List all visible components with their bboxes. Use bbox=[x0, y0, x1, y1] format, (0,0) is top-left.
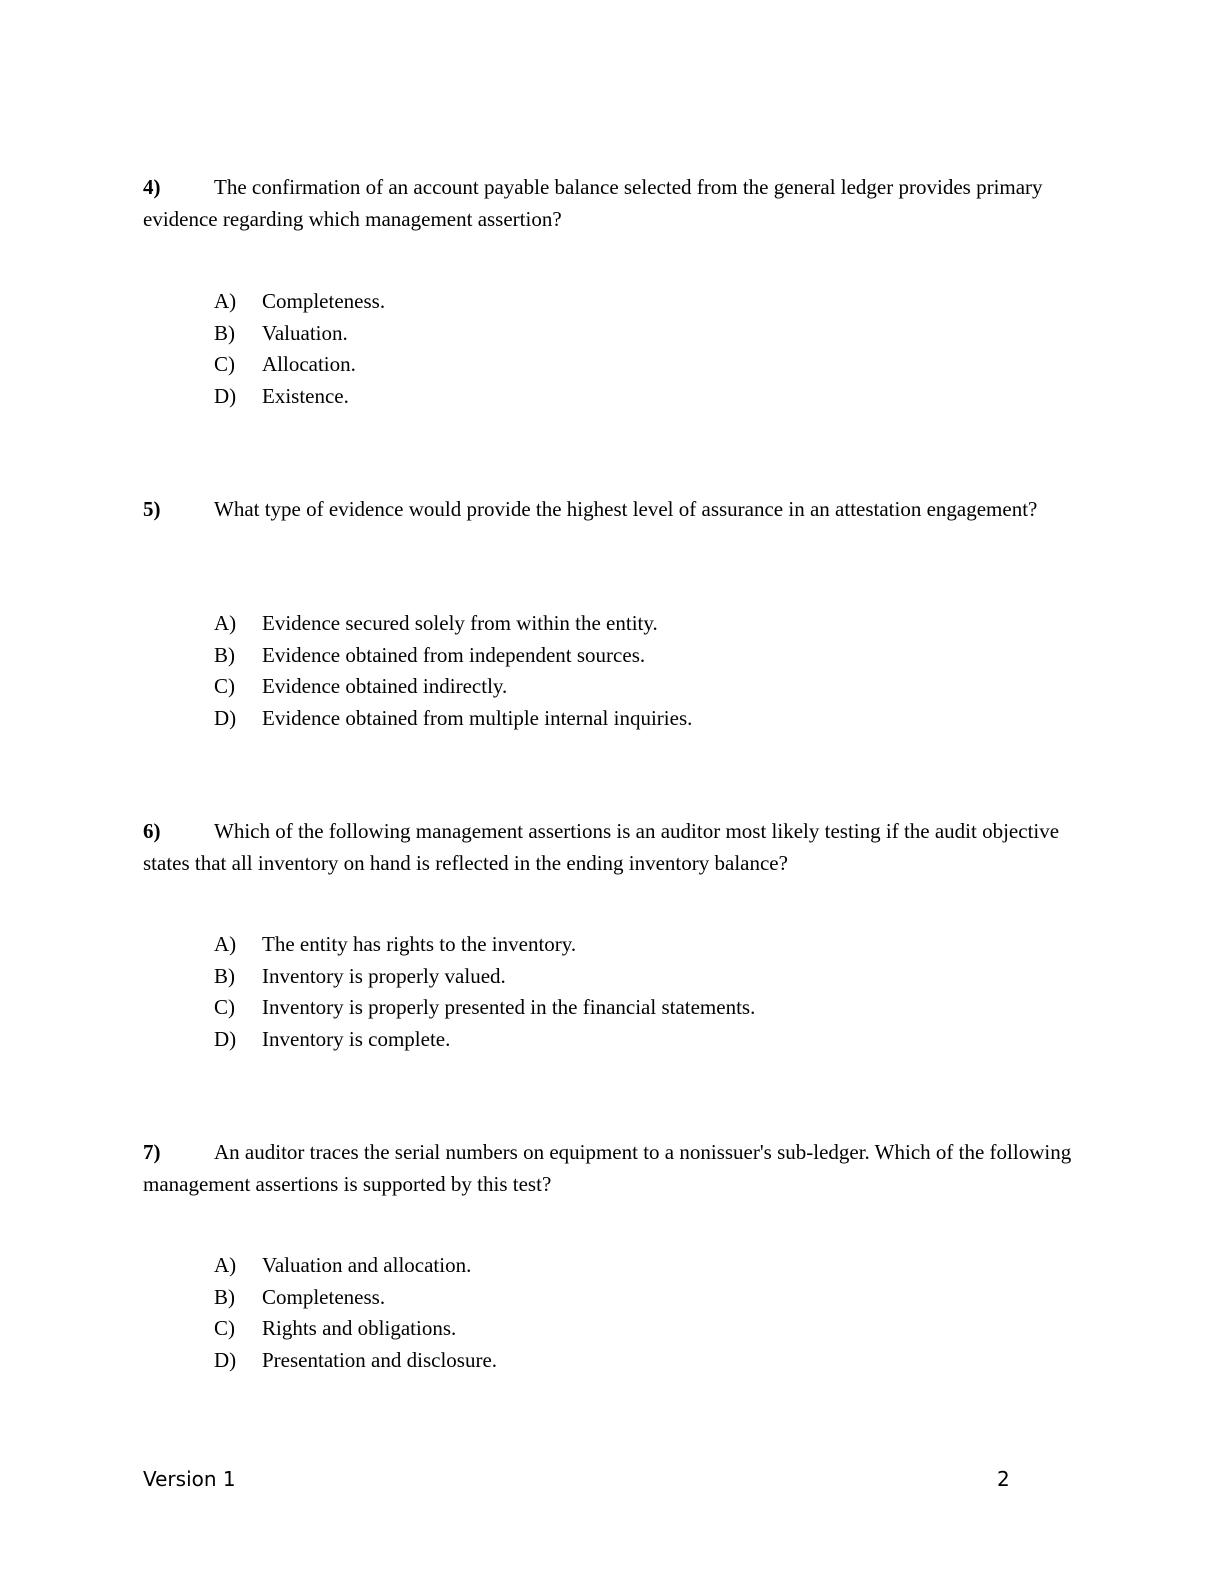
question-stem bbox=[143, 1136, 1073, 1200]
question-6-options bbox=[214, 929, 755, 1055]
option-d: D) Inventory is complete. bbox=[214, 1026, 451, 1051]
question-text: Which of the following management assertions is an auditor most likely testing if the audit objective states that all inventory on hand is reflected in the ending inventory balance? bbox=[143, 819, 1060, 875]
question-number: 7) bbox=[143, 1140, 161, 1164]
question-stem bbox=[143, 815, 1073, 879]
question-4-options bbox=[214, 286, 385, 412]
option-a: A) Completeness. bbox=[214, 289, 386, 313]
footer-version: Version 1 bbox=[143, 1467, 236, 1491]
option-d: D) Presentation and disclosure. bbox=[214, 1347, 498, 1372]
option-a: A) Evidence secured solely from within the entity. bbox=[214, 611, 658, 635]
option-c: C) Allocation. bbox=[214, 352, 356, 376]
option-d: D) Evidence obtained from multiple internal inquiries. bbox=[214, 705, 693, 730]
option-b: B) Completeness. bbox=[214, 1284, 386, 1309]
option-c: C) Inventory is properly presented in the financial statements. bbox=[214, 995, 756, 1019]
question-7-options bbox=[214, 1250, 497, 1376]
option-b: B) Valuation. bbox=[214, 320, 348, 345]
question-4 bbox=[143, 171, 1073, 235]
question-text: An auditor traces the serial numbers on equipment to a nonissuer's sub-ledger. Which of the following management assertions is supported by this test? bbox=[143, 1140, 1072, 1196]
question-5-options bbox=[214, 608, 692, 734]
question-stem bbox=[143, 171, 1073, 235]
option-d: D) Existence. bbox=[214, 383, 349, 408]
option-b: B) Inventory is properly valued. bbox=[214, 963, 506, 988]
question-6 bbox=[143, 815, 1073, 879]
question-7 bbox=[143, 1136, 1073, 1200]
question-number: 6) bbox=[143, 819, 161, 843]
question-number: 4) bbox=[143, 175, 161, 199]
question-5 bbox=[143, 493, 1073, 525]
option-b: B) Evidence obtained from independent sources. bbox=[214, 642, 646, 667]
question-number: 5) bbox=[143, 497, 161, 521]
question-stem bbox=[143, 493, 1073, 525]
option-a: A) The entity has rights to the inventory. bbox=[214, 932, 577, 956]
option-a: A) Valuation and allocation. bbox=[214, 1253, 472, 1277]
option-c: C) Rights and obligations. bbox=[214, 1316, 457, 1340]
question-text: The confirmation of an account payable balance selected from the general ledger provides primary evidence regarding which management assertion? bbox=[143, 175, 1043, 231]
question-text: What type of evidence would provide the highest level of assurance in an attestation engagement? bbox=[214, 497, 1038, 521]
footer-page-number: 2 bbox=[997, 1467, 1010, 1491]
option-c: C) Evidence obtained indirectly. bbox=[214, 674, 508, 698]
